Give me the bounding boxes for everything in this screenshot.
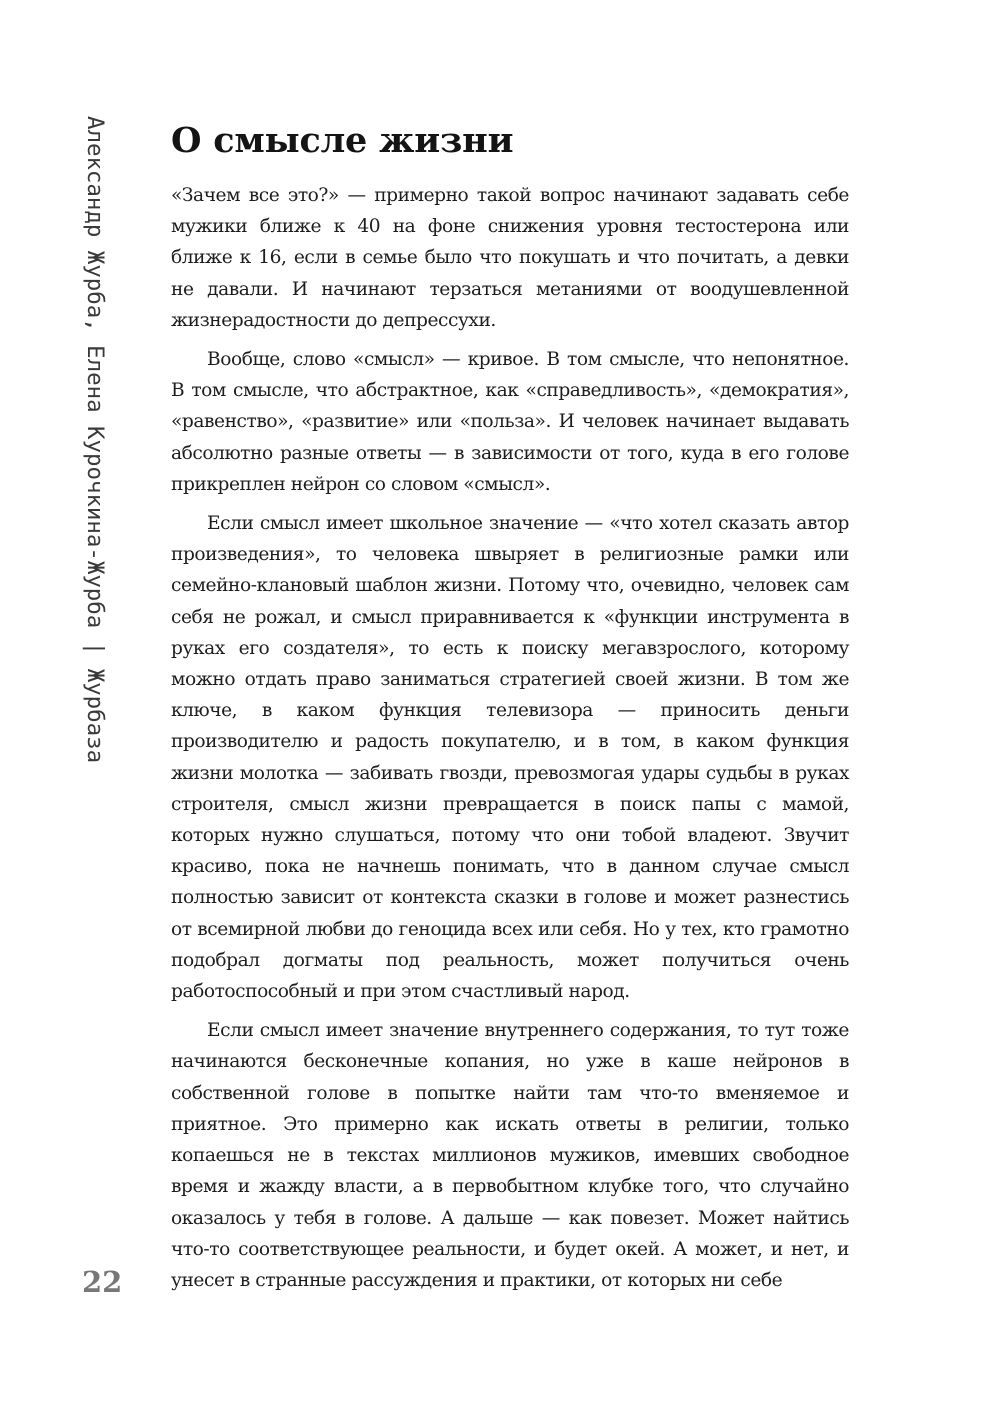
page-number: 22 <box>82 1265 123 1299</box>
paragraph: Если смысл имеет школьное значение — «что хотел сказать автор произведения», то человека швыряет в религиозные рамки или семейно-клановый шаблон жизни. Потому что, очевидно, человек сам себя не рожал, и смысл приравнивается к «функции инструмента в руках его создателя», то есть к поиску мегавзрослого, которому можно отдать право заниматься стратегией своей жизни. В том же ключе, в каком функция телевизора — приносить деньги производителю и радость покупателю, и в том, в каком функция жизни молотка — забивать гвозди, превозмогая удары судьбы в руках строителя, смысл жизни превращается в поиск папы с мамой, которых нужно слушаться, потому что они тобой владеют. Звучит красиво, пока не начнешь понимать, что в данном случае смысл полностью зависит от контекста сказки в голове и может разнестись от всемирной любви до геноцида всех или себя. Но у тех, кто грамотно подобрал догматы под реальность, может получиться очень работоспособный и при этом счастливый народ. <box>171 513 849 1003</box>
chapter-title: О смысле жизни <box>171 120 514 161</box>
paragraph: Вообще, слово «смысл» — кривое. В том смысле, что непонятное. В том смысле, что абстрактное, как «справедливость», «демократия», «равенство», «развитие» или «польза». И человек начинает выдавать абсолютно разные ответы — в зависимости от того, куда в его голове прикреплен нейрон со словом «смысл». <box>171 349 849 495</box>
paragraph: Если смысл имеет значение внутреннего содержания, то тут тоже начинаются бесконечные копания, но уже в каше нейронов в собственной голове в попытке найти там что-то вменяемое и приятное. Это примерно как искать ответы в религии, только копаешься не в текстах миллионов мужиков, имевших свободное время и жажду власти, а в первобытном клубке того, что случайно оказалось у тебя в голове. А дальше — как повезет. Может найтись что-то соответствующее реальности, и будет окей. А может, и нет, и унесет в странные рассуждения и практики, от которых ни себе <box>171 1020 849 1291</box>
running-head: Александр Журба, Елена Курочкина-Журба | Журбаза <box>82 116 108 764</box>
paragraph: «Зачем все это?» — примерно такой вопрос начинают задавать себе мужики ближе к 40 на фоне снижения уровня тестостерона или ближе к 16, если в семье было что покушать и что почитать, а девки не давали. И начинают терзаться метаниями от воодушевленной жизнерадостности до депрессухи. <box>171 185 849 331</box>
page-content <box>171 116 849 1304</box>
